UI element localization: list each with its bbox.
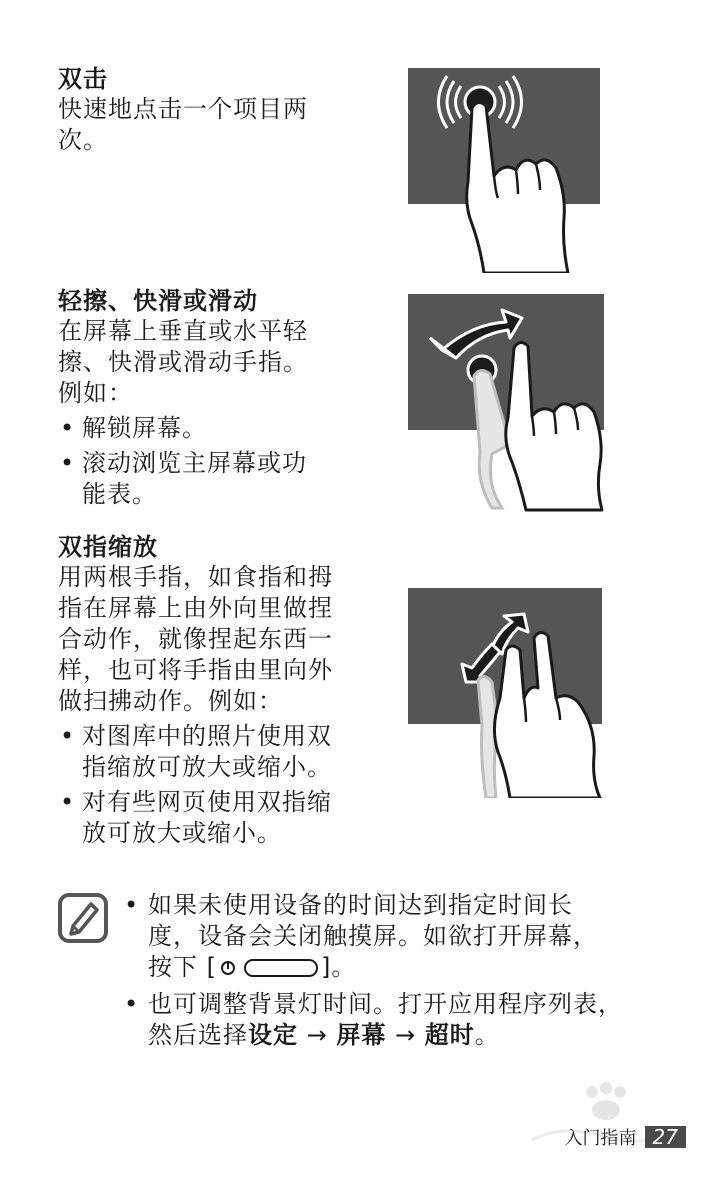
note-block — [122, 886, 682, 1051]
note-text: 度，设备会关闭触摸屏。如欲打开屏幕， — [148, 922, 598, 950]
page-footer — [565, 1124, 686, 1150]
flick-illustration — [406, 294, 610, 512]
section-title: 双击 — [58, 65, 108, 93]
list-item-text: • 解锁屏幕。 — [82, 414, 207, 442]
menu-path-timeout: 超时 — [424, 1021, 475, 1049]
section-line: 擦、快滑或滑动手指。 — [58, 348, 308, 376]
section-title: 双指缩放 — [58, 533, 158, 561]
list-item — [58, 413, 378, 444]
section-line: 例如： — [58, 379, 133, 407]
path-arrow: → — [298, 1021, 337, 1049]
section-line: 合动作，就像捏起东西一 — [58, 625, 333, 653]
list-item-text: • 对图库中的照片使用双 — [82, 722, 332, 750]
section-line: 样，也可将手指由里向外 — [58, 656, 333, 684]
note-text — [148, 952, 682, 983]
list-item — [58, 787, 388, 849]
path-arrow: → — [386, 1021, 425, 1049]
power-key-icon — [217, 957, 321, 979]
list-item-text: 能表。 — [82, 480, 157, 508]
section-pinch — [58, 532, 388, 849]
note-text: • 也可调整背景灯时间。打开应用程序列表， — [148, 990, 623, 1018]
section-line: 次。 — [58, 126, 108, 154]
note-text — [148, 1020, 682, 1051]
list-item-text: 指缩放可放大或缩小。 — [82, 753, 332, 781]
section-line: 做扫拂动作。例如： — [58, 687, 283, 715]
note-pencil-icon — [57, 892, 109, 944]
note-text: • 如果未使用设备的时间达到指定时间长 — [148, 891, 573, 919]
note-text-part: ]。 — [321, 953, 357, 981]
list-item-text: 放可放大或缩小。 — [82, 819, 282, 847]
section-flick — [58, 286, 378, 510]
section-line: 快速地点击一个项目两 — [58, 95, 308, 123]
note-text-part: 。 — [474, 1021, 500, 1049]
list-item — [58, 448, 378, 510]
list-item-text: • 滚动浏览主屏幕或功 — [82, 449, 307, 477]
page-number: 27 — [645, 1126, 686, 1148]
note-item — [122, 890, 682, 983]
section-line: 在屏幕上垂直或水平轻 — [58, 317, 308, 345]
list-item — [58, 721, 388, 783]
list-item-text: • 对有些网页使用双指缩 — [82, 788, 332, 816]
section-title: 轻擦、快滑或滑动 — [58, 287, 258, 315]
note-text-part: 然后选择 — [148, 1021, 248, 1049]
note-text-part: 按下 [ — [148, 953, 217, 981]
double-tap-illustration — [406, 68, 602, 273]
menu-path-screen: 屏幕 — [336, 1021, 387, 1049]
note-item — [122, 989, 682, 1051]
section-line: 用两根手指，如食指和拇 — [58, 563, 333, 591]
pinch-illustration — [406, 588, 606, 798]
menu-path-settings: 设定 — [248, 1021, 298, 1049]
section-line: 指在屏幕上由外向里做捏 — [58, 594, 333, 622]
section-double-tap — [58, 64, 378, 156]
chapter-label: 入门指南 — [564, 1128, 637, 1149]
